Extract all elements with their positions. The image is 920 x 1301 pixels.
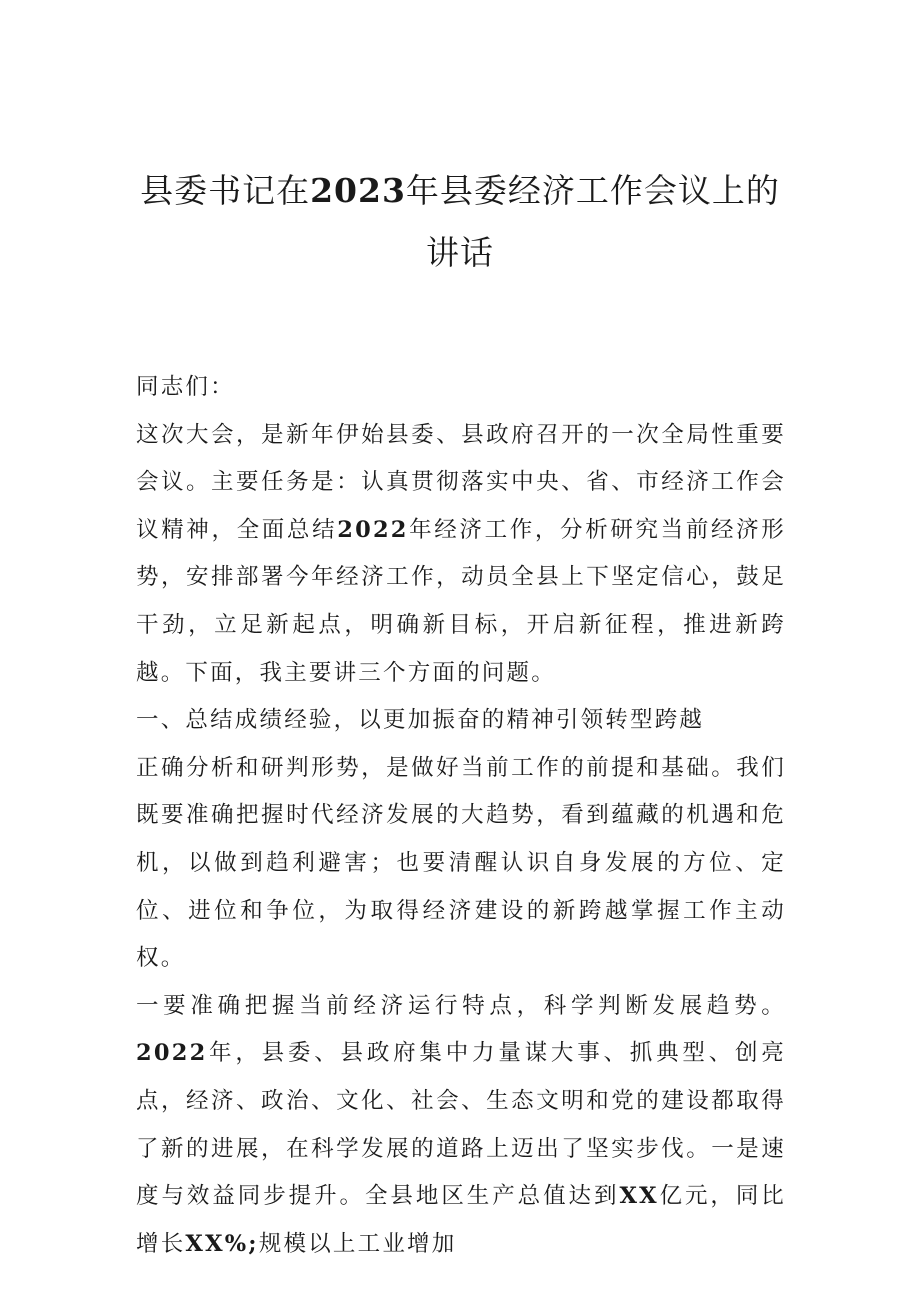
paragraph-review: 一要准确把握当前经济运行特点，科学判断发展趋势。2022年，县委、县政府集中力量谋大事、抓典型、创亮点，经济、政治、文化、社会、生态文明和党的建设都取得了新的进展，在科学发展的道路上迈出了坚实步伐。一是速度与效益同步提升。全县地区生产总值达到XX亿元，同比增长XX%;规模以上工业增加 <box>136 992 786 1257</box>
title-line-2: 讲话 <box>426 233 494 272</box>
document-body <box>136 364 786 1268</box>
paragraph-intro: 这次大会，是新年伊始县委、县政府召开的一次全局性重要会议。主要任务是：认真贯彻落实中央、省、市经济工作会议精神，全面总结2022年经济工作，分析研究当前经济形势，安排部署今年经济工作，动员全县上下坚定信心，鼓足干劲，立足新起点，明确新目标，开启新征程，推进新跨越。下面，我主要讲三个方面的问题。 <box>136 421 786 686</box>
paragraph-situation: 正确分析和研判形势，是做好当前工作的前提和基础。我们既要准确把握时代经济发展的大趋势，看到蕴藏的机遇和危机，以做到趋利避害；也要清醒认识自身发展的方位、定位、进位和争位，为取得经济建设的新跨越掌握工作主动权。 <box>136 754 786 972</box>
section-heading-1: 一、总结成绩经验，以更加振奋的精神引领转型跨越 <box>136 707 705 734</box>
salutation: 同志们： <box>136 374 235 400</box>
document-title <box>110 160 810 284</box>
title-line-1: 县委书记在2023年县委经济工作会议上的 <box>140 171 780 210</box>
